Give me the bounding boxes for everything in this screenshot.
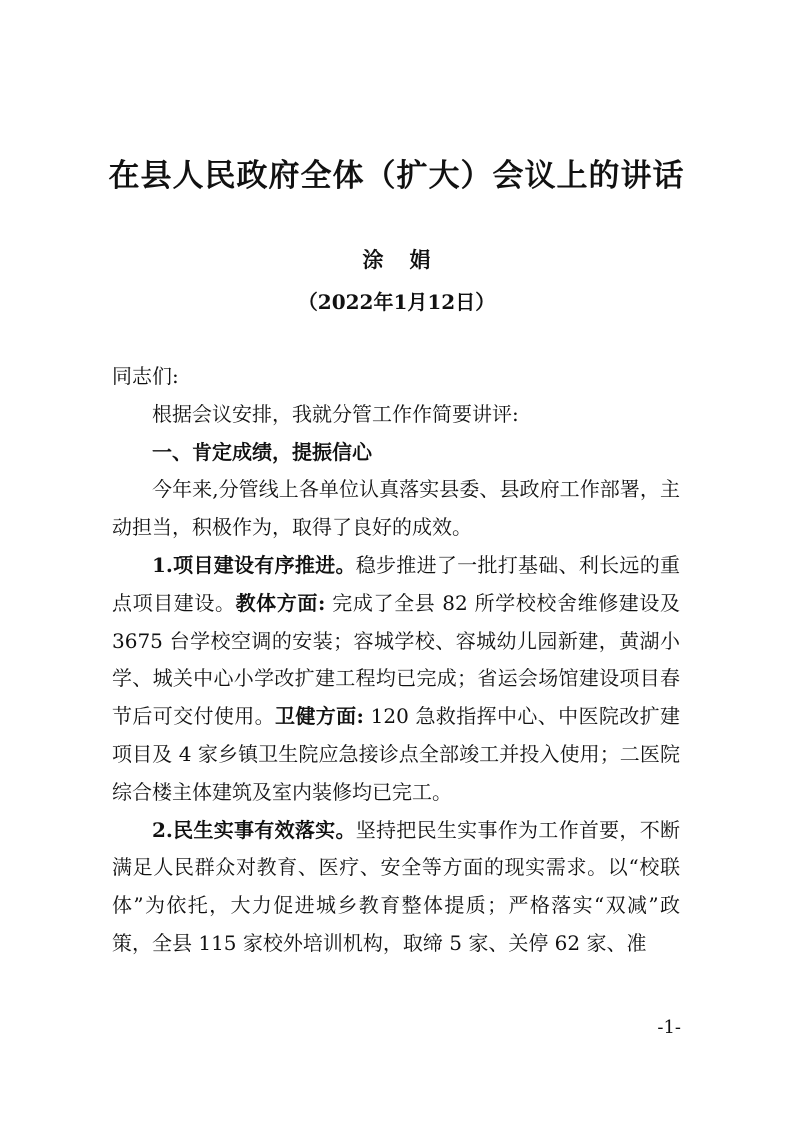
- item-1-heading: 1.项目建设有序推进。: [152, 552, 356, 577]
- item-1-paragraph: [112, 547, 680, 812]
- author-name: 涂娟: [362, 247, 457, 272]
- health-label: 卫健方面:: [275, 704, 364, 729]
- document-title: 在县人民政府全体（扩大）会议上的讲话: [108, 158, 685, 194]
- document-body: [112, 358, 680, 963]
- health-text: 120 急救指挥中心、中医院改扩建项目及 4 家乡镇卫生院应急接诊点全部竣工并投入使用；二医院综合楼主体建筑及室内装修均已完工。: [112, 704, 681, 804]
- speech-date: （2022年1月12日）: [297, 290, 496, 314]
- section-1-paragraph: 今年来,分管线上各单位认真落实县委、县政府工作部署，主动担当，积极作为，取得了良好的成效。: [112, 477, 680, 540]
- page-number: -1-: [657, 1017, 681, 1038]
- item-1-summary: 稳步推进了一批打基础、利长远的重点项目建设。: [112, 552, 680, 615]
- education-label: 教体方面:: [235, 590, 326, 615]
- intro-paragraph: 根据会议安排，我就分管工作作简要讲评:: [152, 401, 519, 426]
- item-2-paragraph: [112, 812, 680, 963]
- section-heading-1: 一、肯定成绩，提振信心: [152, 439, 372, 464]
- item-2-heading: 2.民生实事有效落实。: [152, 817, 356, 842]
- salutation: 同志们:: [112, 364, 179, 388]
- education-text: 完成了全县 82 所学校校舍维修建设及 3675 台学校空调的安装；容城学校、容城幼儿园新建，黄湖小学、城关中心小学改扩建工程均已完成；省运会场馆建设项目春节后可交付使用。: [112, 590, 680, 729]
- item-2-text: 坚持把民生实事作为工作首要，不断满足人民群众对教育、医疗、安全等方面的现实需求。以“校联体”为依托，大力促进城乡教育整体提质；严格落实“双减”政策，全县 115 家校外培训机构，取缔 5 家、关停 62 家、准: [112, 817, 680, 955]
